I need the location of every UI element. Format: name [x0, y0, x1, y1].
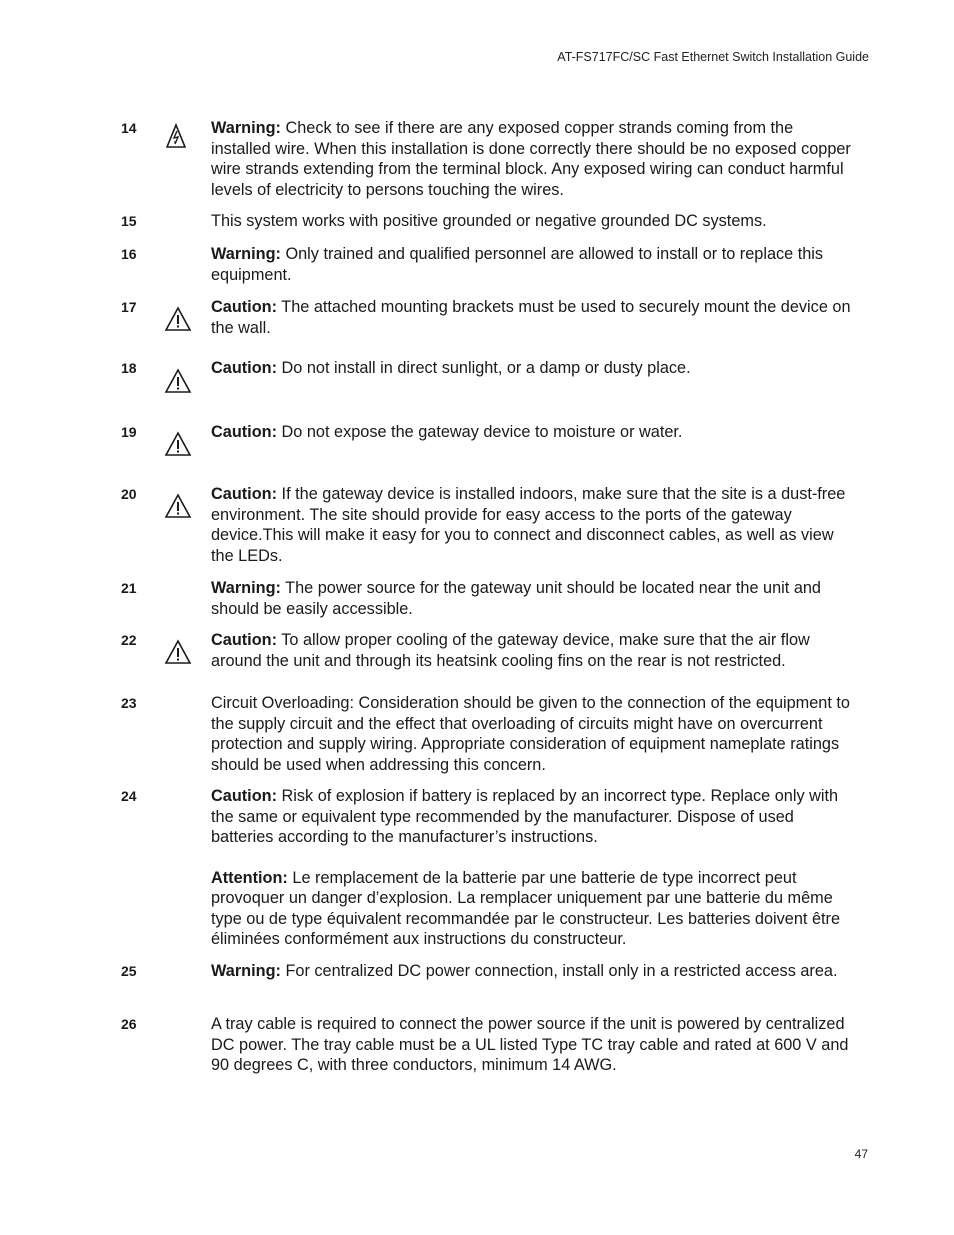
item-number: 26 [121, 1016, 137, 1032]
item-number: 23 [121, 695, 137, 711]
item-number: 14 [121, 120, 137, 136]
item-body: Le remplacement de la batterie par une batterie de type incorrect peut provoquer un danger d’explosion. La remplacer uniquement par une batterie du même type ou de type équivalent recommandée par le constructeur. Les batteries doivent être éliminées conformément aux instructions du constructeur. [211, 868, 841, 948]
caution-triangle-icon [164, 367, 194, 395]
item-label: Caution: [211, 485, 278, 503]
item-text [211, 422, 856, 443]
item-body: A tray cable is required to connect the power source if the unit is powered by centralized DC power. The tray cable must be a UL listed Type TC tray cable and rated at 600 V and 90 degrees C, with three conductors, minimum 14 AWG. [211, 1015, 849, 1074]
item-text [211, 358, 856, 379]
item-label: Warning: [211, 245, 281, 263]
item-number: 20 [121, 486, 137, 502]
item-body: To allow proper cooling of the gateway device, make sure that the air flow around the unit and through its heatsink cooling fins on the rear is not restricted. [211, 631, 810, 670]
item-text [211, 786, 856, 950]
item-number: 16 [121, 246, 137, 262]
item-label: Warning: [211, 962, 281, 980]
item-text [211, 1014, 856, 1076]
item-number: 22 [121, 632, 137, 648]
item-body: For centralized DC power connection, install only in a restricted access area. [280, 962, 838, 980]
item-text [211, 961, 856, 982]
item-text [211, 693, 856, 775]
item-text [211, 297, 856, 338]
item-body: The power source for the gateway unit should be located near the unit and should be easily accessible. [211, 579, 821, 618]
item-label: Warning: [211, 579, 281, 597]
caution-triangle-icon [164, 638, 194, 666]
item-label: Caution: [211, 631, 278, 649]
item-text [211, 211, 856, 232]
item-text [211, 244, 856, 285]
item-body: Do not install in direct sunlight, or a damp or dusty place. [277, 359, 691, 377]
item-label: Warning: [211, 119, 281, 137]
item-label: Attention: [211, 868, 288, 887]
item-body: Risk of explosion if battery is replaced by an incorrect type. Replace only with the same or equivalent type recommended by the manufacturer. Dispose of used batteries according to the manufacturer’s instructions. [211, 787, 839, 846]
item-number: 19 [121, 424, 137, 440]
page-number: 47 [854, 1147, 868, 1161]
item-body: This system works with positive grounded or negative grounded DC systems. [211, 212, 767, 230]
running-header: AT-FS717FC/SC Fast Ethernet Switch Installation Guide [557, 50, 869, 64]
caution-triangle-icon [164, 492, 194, 520]
item-body: The attached mounting brackets must be used to securely mount the device on the wall. [211, 298, 851, 337]
item-label: Caution: [211, 298, 278, 316]
item-text [211, 578, 856, 619]
caution-triangle-icon [164, 305, 194, 333]
item-number: 17 [121, 299, 137, 315]
item-text [211, 630, 856, 671]
item-label: Caution: [211, 359, 278, 377]
item-text [211, 484, 856, 566]
caution-triangle-icon [164, 430, 194, 458]
item-number: 25 [121, 963, 137, 979]
item-body: Circuit Overloading: Consideration should be given to the connection of the equipment to the supply circuit and the effect that overloading of circuits might have on overcurrent protection and supply wiring. Appropriate consideration of equipment nameplate ratings should be used when addressing this concern. [211, 694, 850, 774]
item-text [211, 118, 856, 200]
item-number: 21 [121, 580, 137, 596]
item-number: 15 [121, 213, 137, 229]
item-body: Only trained and qualified personnel are allowed to install or to replace this equipment. [211, 245, 824, 284]
electric-shock-warning-icon [164, 122, 194, 150]
item-number: 18 [121, 360, 137, 376]
item-body: Check to see if there are any exposed copper strands coming from the installed wire. When this installation is done correctly there should be no exposed copper wire strands extending from the terminal block. Any exposed wiring can conduct harmful levels of electricity to persons touching the wires. [211, 119, 851, 199]
item-body: If the gateway device is installed indoors, make sure that the site is a dust-free environment. The site should provide for easy access to the ports of the gateway device.This will make it easy for you to connect and disconnect cables, as well as view the LEDs. [211, 485, 846, 565]
item-label: Caution: [211, 787, 278, 805]
item-label: Caution: [211, 423, 278, 441]
item-body: Do not expose the gateway device to moisture or water. [277, 423, 683, 441]
item-number: 24 [121, 788, 137, 804]
